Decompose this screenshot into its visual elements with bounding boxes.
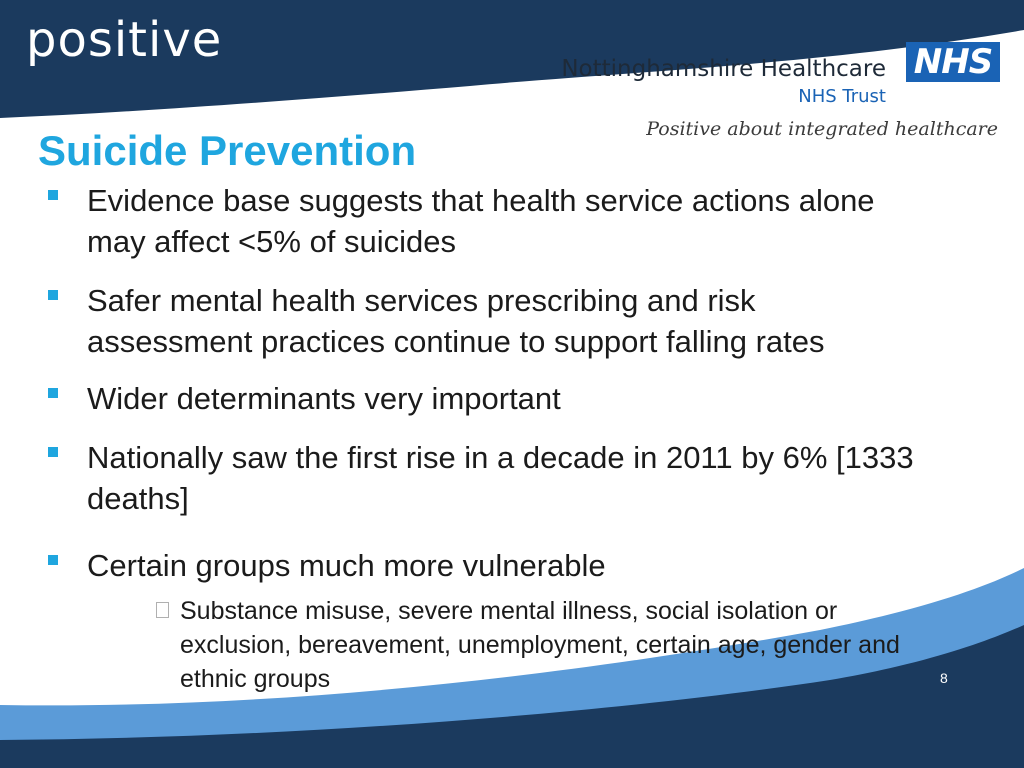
bullet-text: Safer mental health services prescribing and risk assessment practices continue to support falling rates <box>87 283 825 359</box>
square-bullet-icon <box>48 447 58 457</box>
bullet-item <box>48 437 928 519</box>
square-bullet-icon <box>48 290 58 300</box>
bullet-item <box>48 378 928 419</box>
positive-logo-text: positive <box>26 12 223 68</box>
square-bullet-icon <box>48 388 58 398</box>
checkbox-bullet-icon <box>156 602 169 618</box>
tagline: Positive about integrated healthcare <box>646 118 998 140</box>
bullet-text: Nationally saw the first rise in a decade in 2011 by 6% [1333 deaths] <box>87 440 914 516</box>
organisation-name: Nottinghamshire Healthcare <box>561 56 886 82</box>
bullet-text: Wider determinants very important <box>87 381 561 416</box>
sub-bullet-item <box>156 594 916 696</box>
square-bullet-icon <box>48 555 58 565</box>
bullet-item <box>48 180 928 262</box>
square-bullet-icon <box>48 190 58 200</box>
bullet-item <box>48 280 928 362</box>
organisation-sub: NHS Trust <box>798 86 886 107</box>
bullet-text: Evidence base suggests that health service actions alone may affect <5% of suicides <box>87 183 875 259</box>
slide-title: Suicide Prevention <box>38 127 417 174</box>
page-number: 8 <box>940 670 948 686</box>
sub-bullet-text: Substance misuse, severe mental illness, social isolation or exclusion, bereavement, unemployment, certain age, gender and ethnic groups <box>180 597 900 693</box>
bullet-text: Certain groups much more vulnerable <box>87 548 606 583</box>
nhs-logo: NHS <box>906 42 1000 82</box>
bullet-item <box>48 545 928 586</box>
